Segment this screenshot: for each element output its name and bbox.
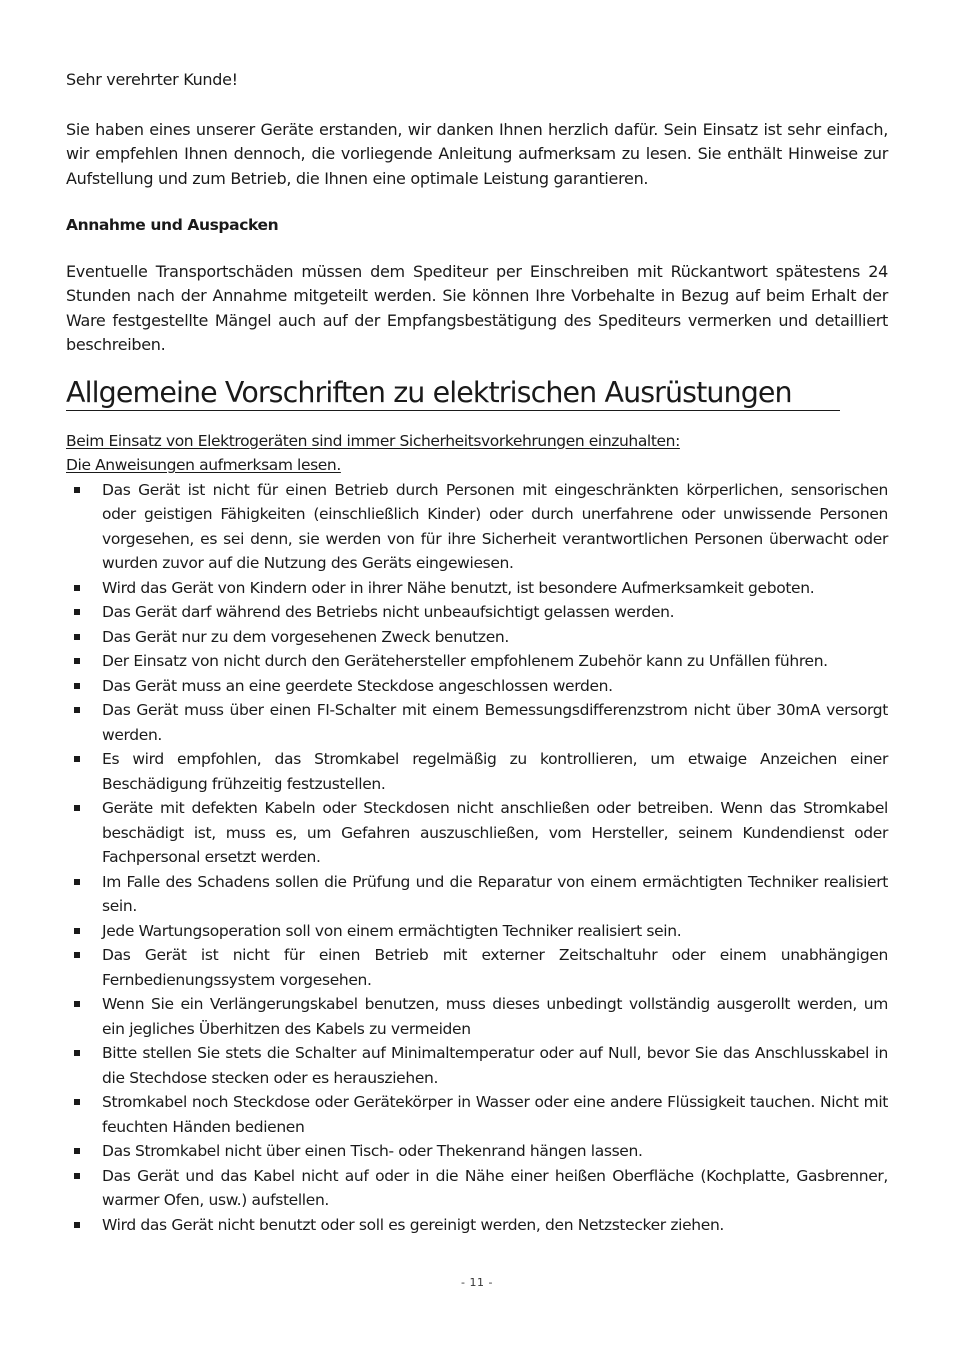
list-item-text: Geräte mit defekten Kabeln oder Steckdosen nicht anschließen oder betreiben. Wenn das Stromkabel beschädigt ist, muss es, um Gefahren auszuschließen, vom Hersteller, seinem Kundendienst oder Fachpersonal ersetzt werden. [102, 799, 888, 866]
list-item [66, 992, 888, 1041]
document-page [66, 68, 888, 1237]
square-bullet-icon [74, 1099, 80, 1105]
list-item [66, 478, 888, 576]
list-item [66, 674, 888, 699]
list-item [66, 625, 888, 650]
list-item [66, 747, 888, 796]
square-bullet-icon [74, 1222, 80, 1228]
square-bullet-icon [74, 609, 80, 615]
spacer [66, 411, 888, 429]
square-bullet-icon [74, 658, 80, 664]
square-bullet-icon [74, 1050, 80, 1056]
spacer [66, 191, 888, 213]
receipt-heading: Annahme und Auspacken [66, 216, 279, 234]
list-item-text: Im Falle des Schadens sollen die Prüfung und die Reparatur von einem ermächtigten Techniker realisiert sein. [102, 872, 888, 915]
square-bullet-icon [74, 1173, 80, 1179]
spacer [66, 358, 888, 376]
square-bullet-icon [74, 707, 80, 713]
list-item [66, 576, 888, 601]
square-bullet-icon [74, 879, 80, 885]
list-item-text: Jede Wartungsoperation soll von einem ermächtigten Techniker realisiert sein. [102, 921, 682, 940]
list-item-text: Das Stromkabel nicht über einen Tisch- oder Thekenrand hängen lassen. [102, 1142, 643, 1160]
spacer [66, 238, 888, 260]
safety-rules-list [66, 478, 888, 1238]
square-bullet-icon [74, 1148, 80, 1154]
receipt-paragraph: Eventuelle Transportschäden müssen dem Spediteur per Einschreiben mit Rückantwort spätestens 24 Stunden nach der Annahme mitgeteilt werden. Sie können Ihre Vorbehalte in Bezug auf beim Erhalt der Ware festgestellte Mängel auch auf der Empfangsbestätigung des Spediteurs vermerken und detailliert beschreiben. [66, 261, 888, 354]
square-bullet-icon [74, 805, 80, 811]
list-item-text: Wenn Sie ein Verlängerungskabel benutzen, muss dieses unbedingt vollständig ausgerollt werden, um ein jegliches Überhitzen des Kabels zu vermeiden [102, 995, 888, 1038]
electrical-heading: Allgemeine Vorschriften zu elektrischen Ausrüstungen [66, 376, 840, 411]
list-item [66, 1090, 888, 1139]
list-item-text: Das Gerät nur zu dem vorgesehenen Zweck benutzen. [102, 627, 509, 646]
list-item-text: Stromkabel noch Steckdose oder Gerätekörper in Wasser oder eine andere Flüssigkeit tauchen. Nicht mit feuchten Händen bedienen [102, 1093, 888, 1136]
list-item-text: Das Gerät ist nicht für einen Betrieb durch Personen mit eingeschränkten körperlichen, sensorischen oder geistigen Fähigkeiten (einschließlich Kinder) oder durch unerfahrene oder unwissende Personen vorgesehen, es sei denn, sie werden von für ihre Sicherheit verantwortlichen Personen überwacht oder wurden zuvor auf die Nutzung des Geräts eingewiesen. [102, 480, 888, 572]
square-bullet-icon [74, 756, 80, 762]
list-item-text: Es wird empfohlen, das Stromkabel regelmäßig zu kontrollieren, um etwaige Anzeichen einer Beschädigung frühzeitig festzustellen. [102, 750, 888, 793]
page-number: - 11 - [461, 1276, 493, 1289]
square-bullet-icon [74, 487, 80, 493]
list-item-text: Wird das Gerät von Kindern oder in ihrer Nähe benutzt, ist besondere Aufmerksamkeit geboten. [102, 578, 815, 597]
list-item-text: Das Gerät muss über einen FI-Schalter mit einem Bemessungsdifferenzstrom nicht über 30mA versorgt werden. [102, 701, 888, 744]
list-item [66, 600, 888, 625]
square-bullet-icon [74, 634, 80, 640]
list-item [66, 649, 888, 674]
square-bullet-icon [74, 1001, 80, 1007]
electrical-intro-line-1: Beim Einsatz von Elektrogeräten sind immer Sicherheitsvorkehrungen einzuhalten: [66, 431, 680, 450]
list-item [66, 919, 888, 944]
list-item-text: Das Gerät und das Kabel nicht auf oder in die Nähe einer heißen Oberfläche (Kochplatte, Gasbrenner, warmer Ofen, usw.) aufstellen. [102, 1166, 888, 1209]
list-item [66, 1164, 888, 1213]
list-item-text: Bitte stellen Sie stets die Schalter auf Minimaltemperatur oder auf Null, bevor Sie das Anschlusskabel in die Stechdose stecken oder es herausziehen. [102, 1044, 888, 1087]
square-bullet-icon [74, 585, 80, 591]
list-item [66, 1139, 888, 1164]
list-item-text: Das Gerät darf während des Betriebs nicht unbeaufsichtigt gelassen werden. [102, 603, 675, 621]
list-item [66, 943, 888, 992]
square-bullet-icon [74, 683, 80, 689]
list-item [66, 1213, 888, 1238]
list-item [66, 698, 888, 747]
list-item-text: Der Einsatz von nicht durch den Gerätehersteller empfohlenem Zubehör kann zu Unfällen führen. [102, 652, 828, 670]
square-bullet-icon [74, 928, 80, 934]
salutation: Sehr verehrter Kunde! [66, 70, 238, 89]
list-item-text: Das Gerät muss an eine geerdete Steckdose angeschlossen werden. [102, 676, 613, 695]
intro-paragraph: Sie haben eines unserer Geräte erstanden, wir danken Ihnen herzlich dafür. Sein Einsatz ist sehr einfach, wir empfehlen Ihnen dennoch, die vorliegende Anleitung aufmerksam zu lesen. Sie enthält Hinweise zur Aufstellung und zum Betrieb, die Ihnen eine optimale Leistung garantieren. [66, 119, 888, 188]
electrical-intro-line-2: Die Anweisungen aufmerksam lesen. [66, 456, 341, 474]
list-item [66, 1041, 888, 1090]
list-item [66, 870, 888, 919]
list-item-text: Wird das Gerät nicht benutzt oder soll es gereinigt werden, den Netzstecker ziehen. [102, 1215, 725, 1234]
square-bullet-icon [74, 952, 80, 958]
list-item [66, 796, 888, 870]
list-item-text: Das Gerät ist nicht für einen Betrieb mit externer Zeitschaltuhr oder einem unabhängigen Fernbedienungssystem vorgesehen. [102, 946, 888, 989]
spacer [66, 93, 888, 118]
